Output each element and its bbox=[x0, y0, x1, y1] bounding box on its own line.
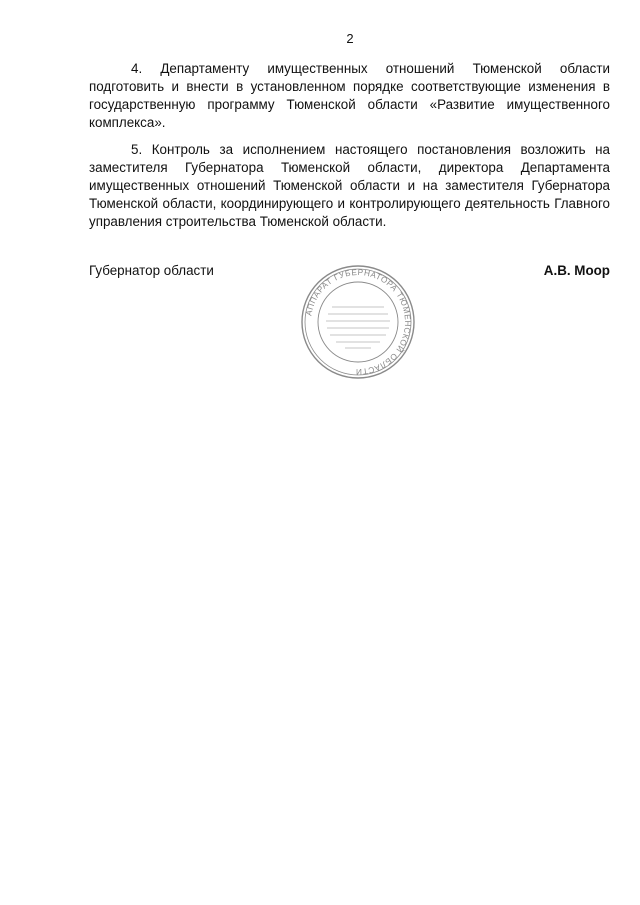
paragraph-4: 4. Департаменту имущественных отношений Тюменской области подготовить и внести в установленном порядке соответствующие изменения в государственную программу Тюменской области «Развитие имущественного комплекса». bbox=[89, 61, 610, 130]
document-body bbox=[89, 60, 610, 240]
paragraph-5: 5. Контроль за исполнением настоящего постановления возложить на заместителя Губернатора Тюменской области, директора Департамента имущественных отношений Тюменской области и на заместителя Губернатора Тюменской области, координирующего и контролирующего деятельность Главного управления строительства Тюменской области. bbox=[89, 142, 610, 229]
page-number: 2 bbox=[346, 31, 354, 46]
official-seal bbox=[299, 262, 417, 382]
signatory-name: А.В. Моор bbox=[543, 263, 610, 278]
signatory-title: Губернатор области bbox=[89, 263, 214, 278]
seal-ring-text: АППАРАТ ГУБЕРНАТОРА ТЮМЕНСКОЙ ОБЛАСТИ bbox=[304, 267, 413, 377]
